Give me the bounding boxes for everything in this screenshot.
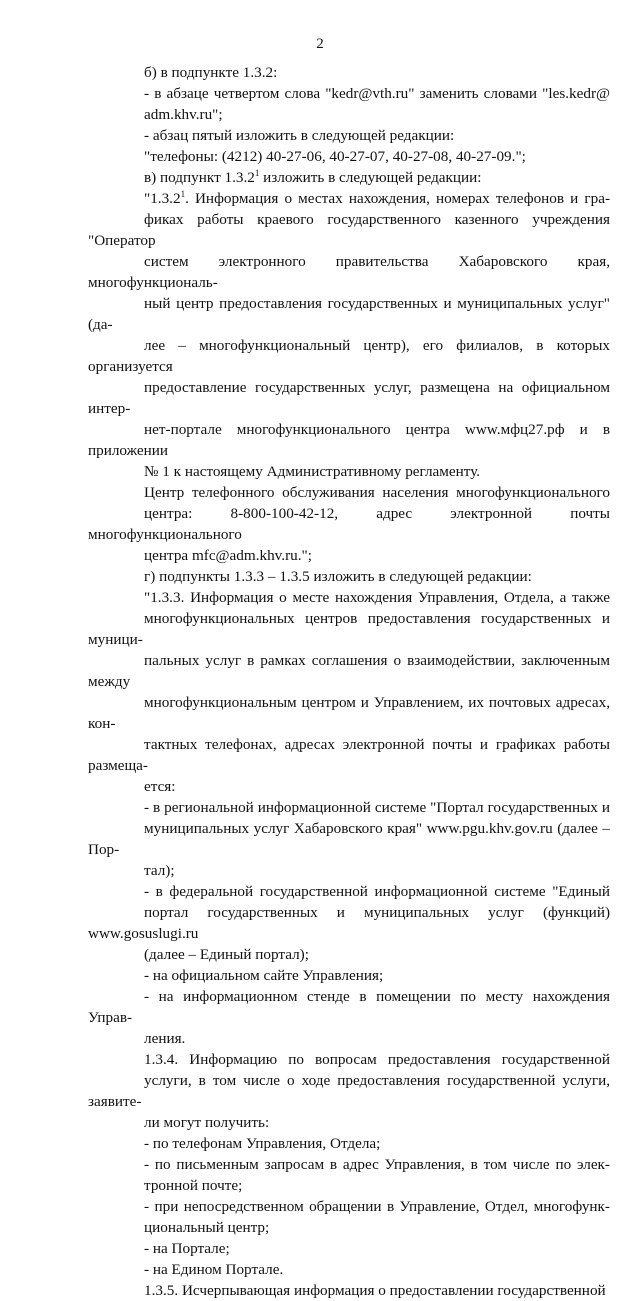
text-line: - в федеральной государственной информационной системе "Единый: [144, 883, 610, 900]
paragraph: [88, 881, 610, 965]
paragraph: [88, 1259, 610, 1280]
text-line: Центр телефонного обслуживания населения многофункционального: [144, 484, 610, 501]
text-line: тал);: [144, 862, 175, 879]
text-line: - на Портале;: [144, 1240, 230, 1257]
document-body: [88, 62, 610, 1301]
paragraph: [88, 986, 610, 1049]
text-line: предоставление государственных услуг, размещена на официальном интер-: [88, 379, 610, 417]
text-line: ли могут получить:: [144, 1114, 270, 1131]
text-segment: "1.3.2: [144, 190, 181, 207]
paragraph: [88, 1133, 610, 1154]
text-line: ления.: [144, 1030, 186, 1047]
text-line: услуги, в том числе о ходе предоставления государственной услуги, заявите-: [88, 1072, 610, 1110]
superscript: 1: [180, 188, 186, 199]
text-line: [88, 188, 610, 209]
text-line: - при непосредственном обращении в Управление, Отдел, многофунк-: [144, 1198, 610, 1215]
paragraph: [88, 167, 610, 188]
text-line: 1.3.4. Информацию по вопросам предоставления государственной: [144, 1051, 610, 1068]
paragraph: [88, 83, 610, 125]
paragraph: [88, 566, 610, 587]
text-line: систем электронного правительства Хабаровского края, многофункциональ-: [88, 253, 610, 291]
text-line: центра: 8-800-100-42-12, адрес электронной почты многофункционального: [88, 505, 610, 543]
page-number: 2: [316, 36, 324, 52]
paragraph: [88, 965, 610, 986]
paragraph: [88, 125, 610, 146]
text-line: - на информационном стенде в помещении по месту нахождения Управ-: [88, 988, 610, 1026]
text-line: многофункциональным центром и Управлением, их почтовых адресах, кон-: [88, 694, 610, 732]
text-line: муниципальных услуг Хабаровского края" www.pgu.khv.gov.ru (далее – Пор-: [88, 820, 610, 858]
text-line: г) подпункты 1.3.3 – 1.3.5 изложить в следующей редакции:: [144, 568, 532, 585]
text-line: лее – многофункциональный центр), его филиалов, в которых организуется: [88, 337, 610, 375]
text-line: [88, 167, 610, 188]
text-line: - по телефонам Управления, Отдела;: [144, 1135, 381, 1152]
text-line: фиках работы краевого государственного казенного учреждения "Оператор: [88, 211, 610, 249]
text-line: циональный центр;: [144, 1219, 270, 1236]
paragraph: [88, 587, 610, 797]
text-segment: изложить в следующей редакции:: [259, 169, 482, 186]
text-segment: в) подпункт 1.3.2: [144, 169, 255, 186]
text-line: - абзац пятый изложить в следующей редакции:: [144, 127, 455, 144]
paragraph: [88, 1238, 610, 1259]
paragraph: [88, 62, 610, 83]
paragraph: [88, 482, 610, 566]
text-line: 1.3.5. Исчерпывающая информация о предоставлении государственной: [144, 1282, 606, 1299]
text-line: центра mfc@adm.khv.ru.";: [144, 547, 312, 564]
paragraph: [88, 146, 610, 167]
text-line: - в абзаце четвертом слова "kedr@vth.ru" заменить словами "les.kedr@: [144, 85, 610, 102]
text-line: "телефоны: (4212) 40-27-06, 40-27-07, 40-27-08, 40-27-09.";: [144, 148, 526, 165]
text-line: № 1 к настоящему Административному регламенту.: [144, 463, 481, 480]
text-line: ный центр предоставления государственных и муниципальных услуг" (да-: [88, 295, 610, 333]
paragraph: [88, 1280, 610, 1301]
text-line: - по письменным запросам в адрес Управления, в том числе по элек-: [144, 1156, 610, 1173]
paragraph: [88, 188, 610, 482]
paragraph: [88, 1154, 610, 1196]
text-line: - на официальном сайте Управления;: [144, 967, 384, 984]
text-line: б) в подпункте 1.3.2:: [144, 64, 278, 81]
text-line: тронной почте;: [144, 1177, 243, 1194]
paragraph: [88, 1196, 610, 1238]
superscript: 1: [254, 167, 260, 178]
text-line: - на Едином Портале.: [144, 1261, 284, 1278]
text-line: "1.3.3. Информация о месте нахождения Управления, Отдела, а также: [144, 589, 610, 606]
text-line: портал государственных и муниципальных услуг (функций) www.gosuslugi.ru: [88, 904, 610, 942]
text-line: ется:: [144, 778, 176, 795]
paragraph: [88, 1049, 610, 1133]
text-line: нет-портале многофункционального центра www.мфц27.рф и в приложении: [88, 421, 610, 459]
text-line: adm.khv.ru";: [144, 106, 223, 123]
text-segment: . Информация о местах нахождения, номерах телефонов и гра-: [185, 190, 610, 207]
paragraph: [88, 797, 610, 881]
text-line: тактных телефонах, адресах электронной почты и графиках работы размеща-: [88, 736, 610, 774]
text-line: пальных услуг в рамках соглашения о взаимодействии, заключенным между: [88, 652, 610, 690]
text-line: (далее – Единый портал);: [144, 946, 309, 963]
text-line: многофункциональных центров предоставления государственных и муници-: [88, 610, 610, 648]
text-line: - в региональной информационной системе "Портал государственных и: [144, 799, 610, 816]
